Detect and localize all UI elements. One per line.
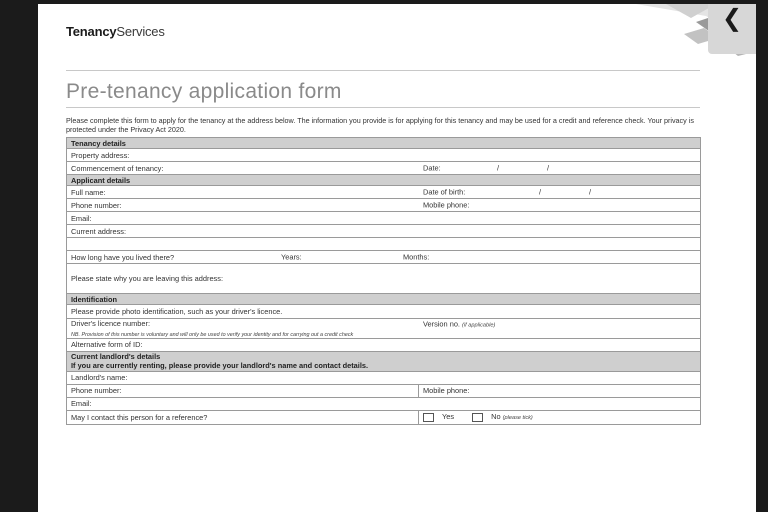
- email-label: Email:: [67, 212, 701, 225]
- field-row-email[interactable]: [67, 212, 701, 225]
- months-label: Months:: [403, 252, 430, 262]
- id-instruction: Please provide photo identification, such as your driver's licence.: [67, 305, 701, 319]
- field-row-alternative-id[interactable]: [67, 338, 701, 351]
- dob-slash-1: /: [539, 187, 542, 197]
- licence-privacy-note: NB. Provision of this number is voluntary and will only be used to verify your identity and for carrying out a credit check: [71, 331, 354, 338]
- field-row-commencement[interactable]: [67, 162, 701, 175]
- date-slash-1: /: [497, 163, 500, 173]
- how-long-label: How long have you lived there?: [71, 252, 175, 262]
- no-label: No: [491, 412, 501, 422]
- commencement-date-label: Date:: [423, 163, 441, 173]
- chevron-left-icon[interactable]: ❮: [722, 4, 743, 32]
- current-address-label: Current address:: [67, 225, 701, 238]
- field-row-phone[interactable]: [67, 199, 701, 212]
- phone-label: Phone number:: [71, 200, 122, 210]
- licence-note-row: [67, 329, 701, 339]
- header-divider: [66, 70, 700, 71]
- dob-slash-2: /: [589, 187, 592, 197]
- commencement-label: Commencement of tenancy:: [71, 163, 164, 173]
- field-row-full-name[interactable]: [67, 186, 701, 199]
- contact-question-label: May I contact this person for a reference?: [67, 410, 419, 424]
- title-divider: [66, 107, 700, 108]
- landlord-name-label: Landlord's name:: [67, 371, 701, 384]
- intro-text: Please complete this form to apply for the tenancy at the address below. The information you provide is for applying for this tenancy and may be used for a credit and reference check. Your privacy is protected under the Privacy Act 2020.: [66, 116, 694, 134]
- field-row-id-instruction: [67, 305, 701, 319]
- property-address-label: Property address:: [67, 149, 701, 162]
- date-slash-2: /: [547, 163, 550, 173]
- mobile-label: Mobile phone:: [423, 200, 470, 210]
- field-row-landlord-phone[interactable]: [67, 384, 701, 397]
- logo-light: Services: [116, 24, 165, 39]
- field-row-current-address-cont[interactable]: [67, 238, 701, 251]
- field-row-property-address[interactable]: [67, 149, 701, 162]
- close-tab[interactable]: [708, 4, 756, 54]
- leaving-reason-label: Please state why you are leaving this address:: [67, 264, 701, 294]
- field-row-how-long[interactable]: [67, 251, 701, 264]
- field-row-landlord-name[interactable]: [67, 371, 701, 384]
- application-form-table: [66, 137, 701, 425]
- field-row-licence[interactable]: [67, 319, 701, 329]
- landlord-phone-label: Phone number:: [67, 384, 419, 397]
- logo-bold: Tenancy: [66, 24, 117, 39]
- page-title: Pre-tenancy application form: [66, 80, 342, 103]
- if-applicable-note: (if applicable): [462, 322, 496, 329]
- no-checkbox[interactable]: [472, 413, 483, 422]
- yes-label: Yes: [442, 412, 455, 422]
- document-page: [38, 4, 756, 512]
- yes-checkbox[interactable]: [423, 413, 434, 422]
- landlord-email-label: Email:: [67, 397, 701, 410]
- version-label: Version no.: [423, 319, 460, 329]
- field-row-contact-reference[interactable]: [67, 410, 701, 424]
- field-row-current-address[interactable]: [67, 225, 701, 238]
- section-header-tenancy: Tenancy details: [67, 138, 701, 149]
- section-header-applicant: Applicant details: [67, 175, 701, 186]
- alternative-id-label: Alternative form of ID:: [67, 338, 701, 351]
- licence-label: Driver's licence number:: [71, 319, 151, 329]
- section-header-identification: Identification: [67, 294, 701, 305]
- please-tick-note: (please tick): [502, 415, 533, 422]
- dob-label: Date of birth:: [423, 187, 466, 197]
- section-header-landlord: Current landlord's details: [67, 351, 701, 361]
- tenancy-services-logo: [66, 24, 165, 39]
- field-row-landlord-email[interactable]: [67, 397, 701, 410]
- full-name-label: Full name:: [71, 187, 106, 197]
- landlord-mobile-label: Mobile phone:: [419, 384, 701, 397]
- landlord-subheading-row: If you are currently renting, please provide your landlord's name and contact details.: [67, 361, 701, 371]
- field-row-leaving-reason[interactable]: [67, 264, 701, 294]
- years-label: Years:: [281, 252, 302, 262]
